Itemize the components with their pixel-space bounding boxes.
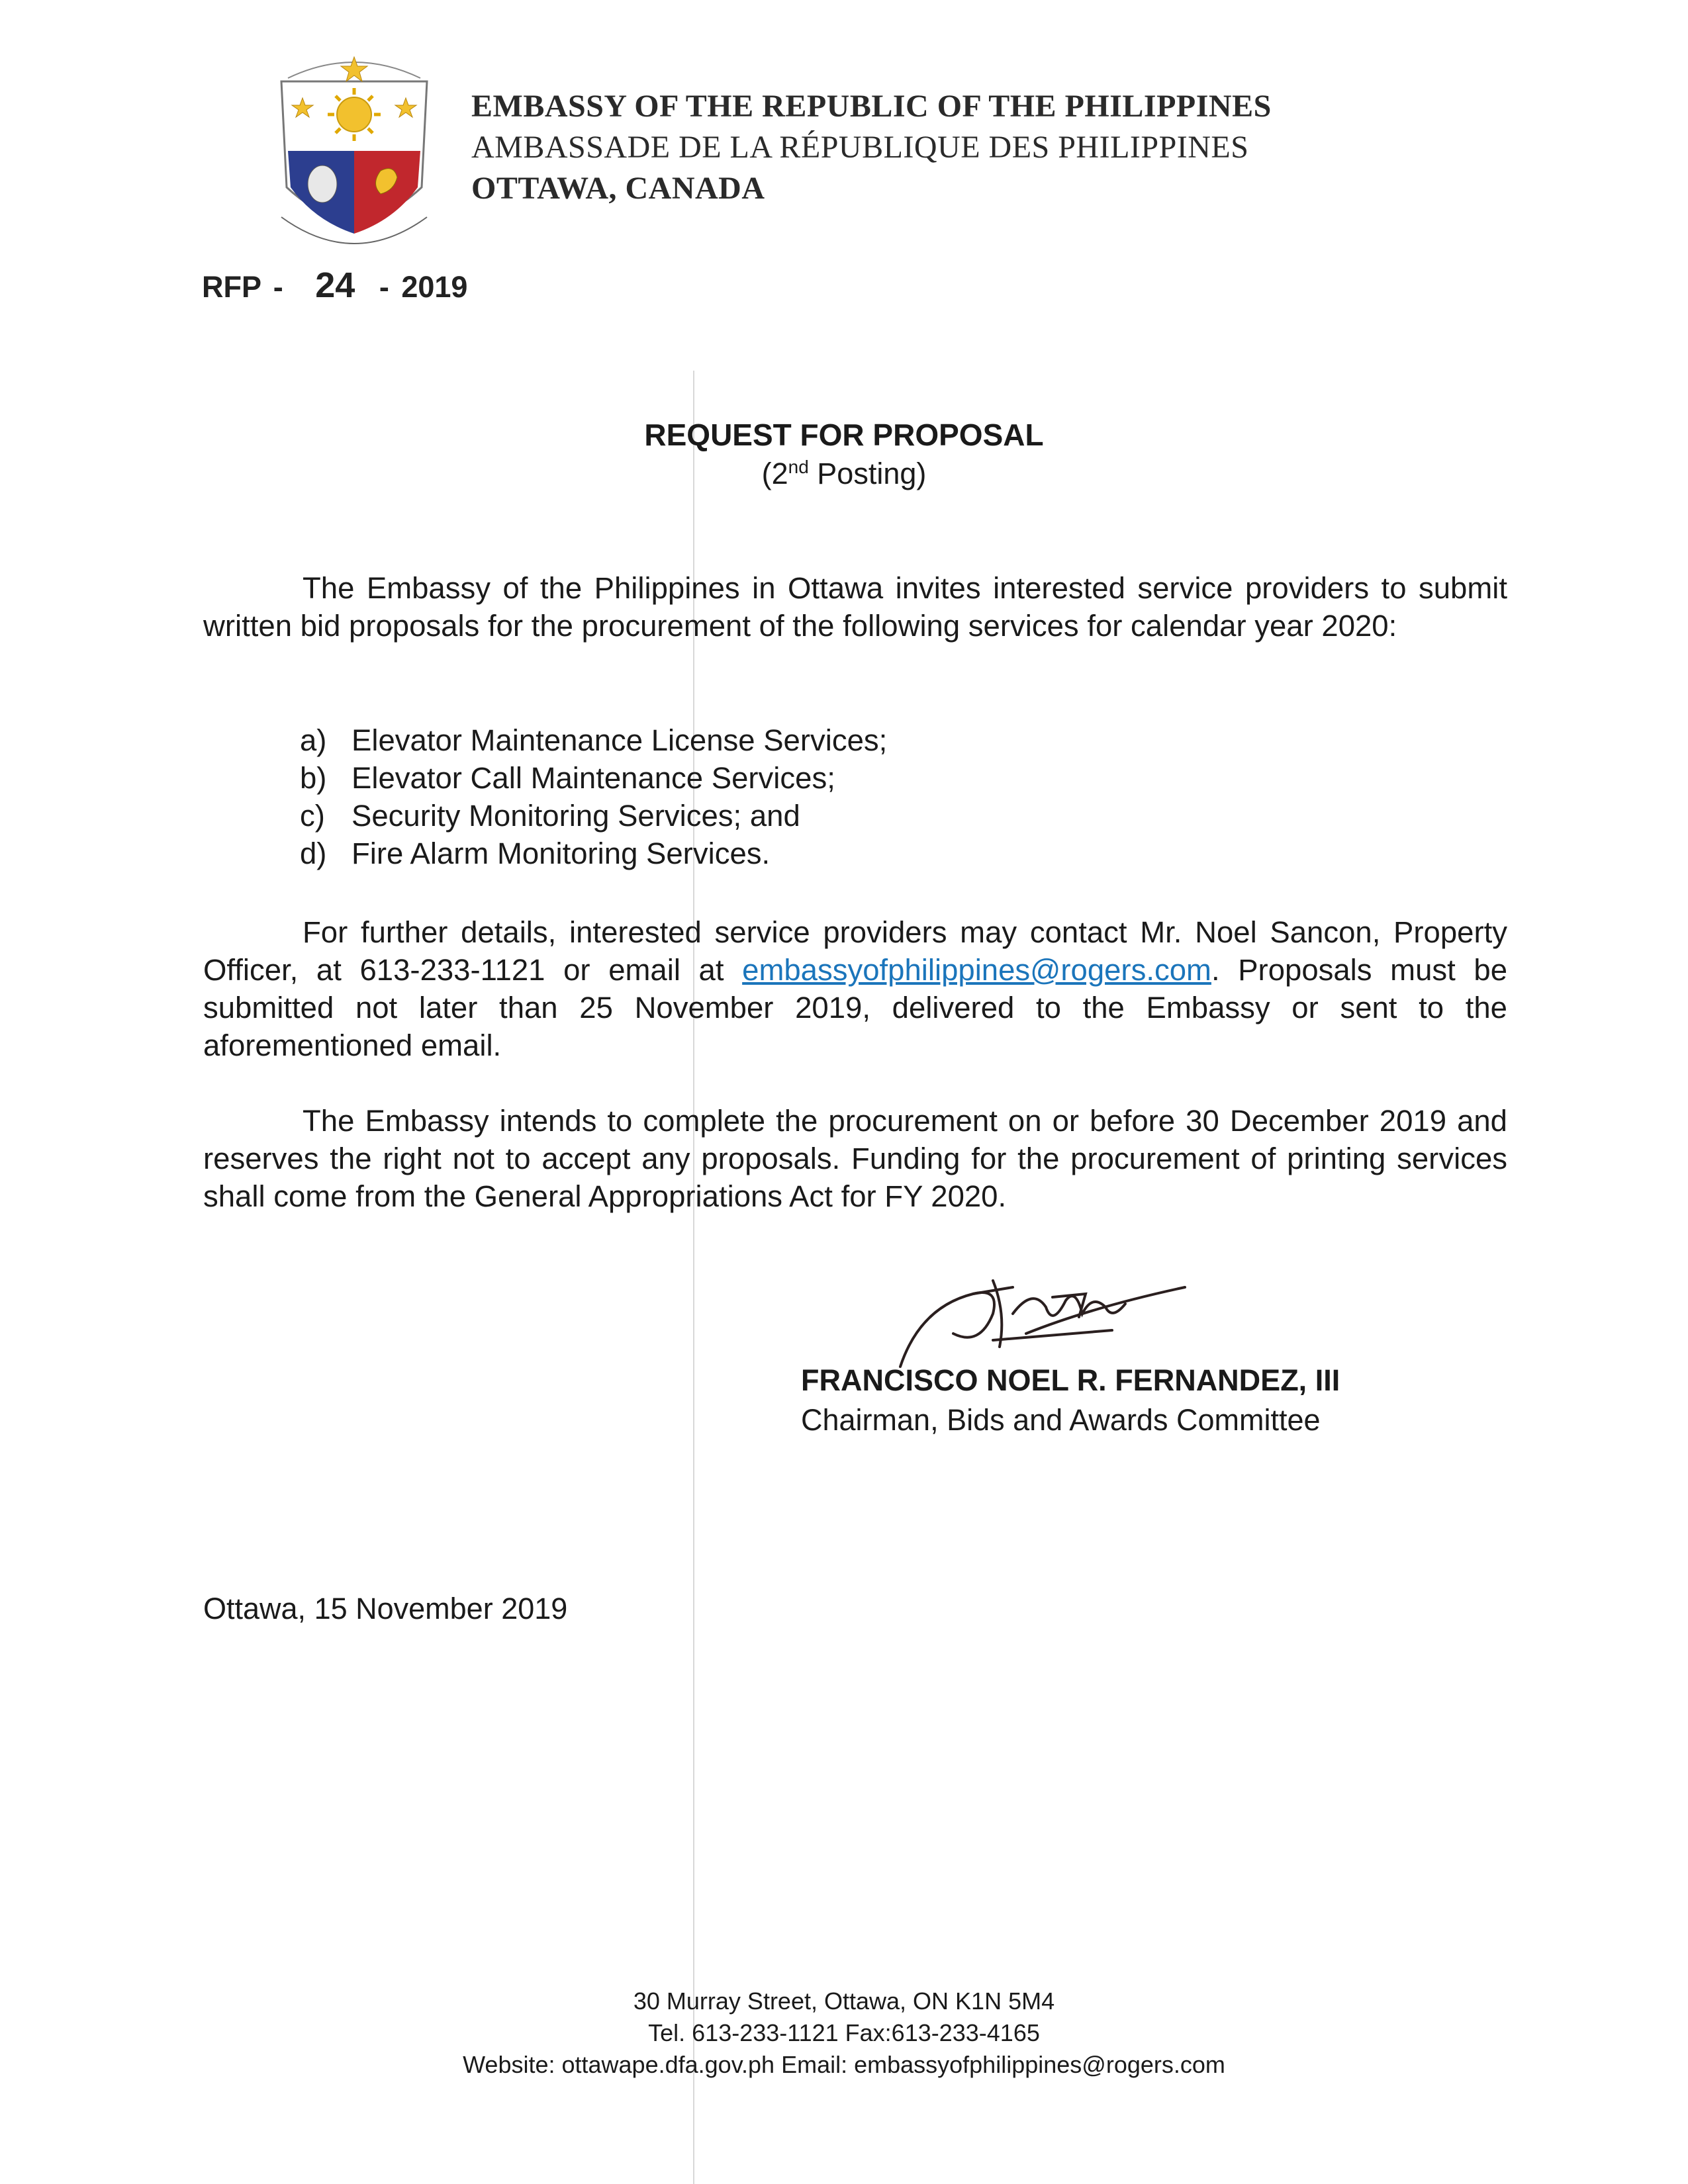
rfp-separator: - (273, 270, 283, 304)
document-title: REQUEST FOR PROPOSAL (644, 418, 1044, 452)
letterhead-line-french: AMBASSADE DE LA RÉPUBLIQUE DES PHILIPPINES (471, 130, 1249, 165)
services-list (300, 721, 887, 872)
paragraph-invitation: The Embassy of the Philippines in Ottawa invites interested service providers to submit written bid proposals for the procurement of the following services for calendar year 2020: (203, 571, 1507, 643)
document-subtitle: (2nd Posting) (761, 457, 927, 490)
list-item: d) Fire Alarm Monitoring Services. (300, 837, 771, 870)
list-item: a) Elevator Maintenance License Services; (300, 723, 888, 757)
signatory-name: FRANCISCO NOEL R. FERNANDEZ, III (801, 1363, 1340, 1397)
footer-web: Website: ottawape.dfa.gov.ph Email: embassyofphilippines@rogers.com (463, 2051, 1225, 2078)
rfp-prefix: RFP (202, 270, 261, 304)
rfp-reference (202, 265, 467, 306)
letterhead (471, 86, 1272, 209)
list-item: c) Security Monitoring Services; and (300, 799, 800, 833)
footer-phone: Tel. 613-233-1121 Fax:613-233-4165 (648, 2019, 1040, 2046)
coat-of-arms-icon (261, 52, 447, 250)
footer-address: 30 Murray Street, Ottawa, ON K1N 5M4 (633, 1987, 1055, 2015)
list-item: b) Elevator Call Maintenance Services; (300, 761, 835, 795)
letterhead-line-city: OTTAWA, CANADA (471, 171, 765, 206)
signatory-title: Chairman, Bids and Awards Committee (801, 1403, 1321, 1437)
rfp-year: 2019 (401, 270, 468, 304)
paragraph-contact: For further details, interested service providers may contact Mr. Noel Sancon, Property Officer, at 613-233-1121 or email at embassyofphilippines@rogers.com. Proposals must be submitted not later than 25 November 2019, delivered to the Embassy or sent to the aforementioned email. (203, 915, 1508, 1062)
rfp-separator-2: - (379, 270, 389, 304)
date-line: Ottawa, 15 November 2019 (203, 1592, 568, 1625)
signature-icon (894, 1267, 1198, 1373)
paragraph-procurement: The Embassy intends to complete the procurement on or before 30 December 2019 and reserves the right not to accept any proposals. Funding for the procurement of printing services shall come from the General Appropriations Act for FY 2020. (203, 1104, 1507, 1213)
letterhead-line-english: EMBASSY OF THE REPUBLIC OF THE PHILIPPINES (471, 89, 1272, 124)
email-link[interactable]: embassyofphilippines@rogers.com (742, 953, 1211, 987)
rfp-number: 24 (315, 265, 355, 305)
